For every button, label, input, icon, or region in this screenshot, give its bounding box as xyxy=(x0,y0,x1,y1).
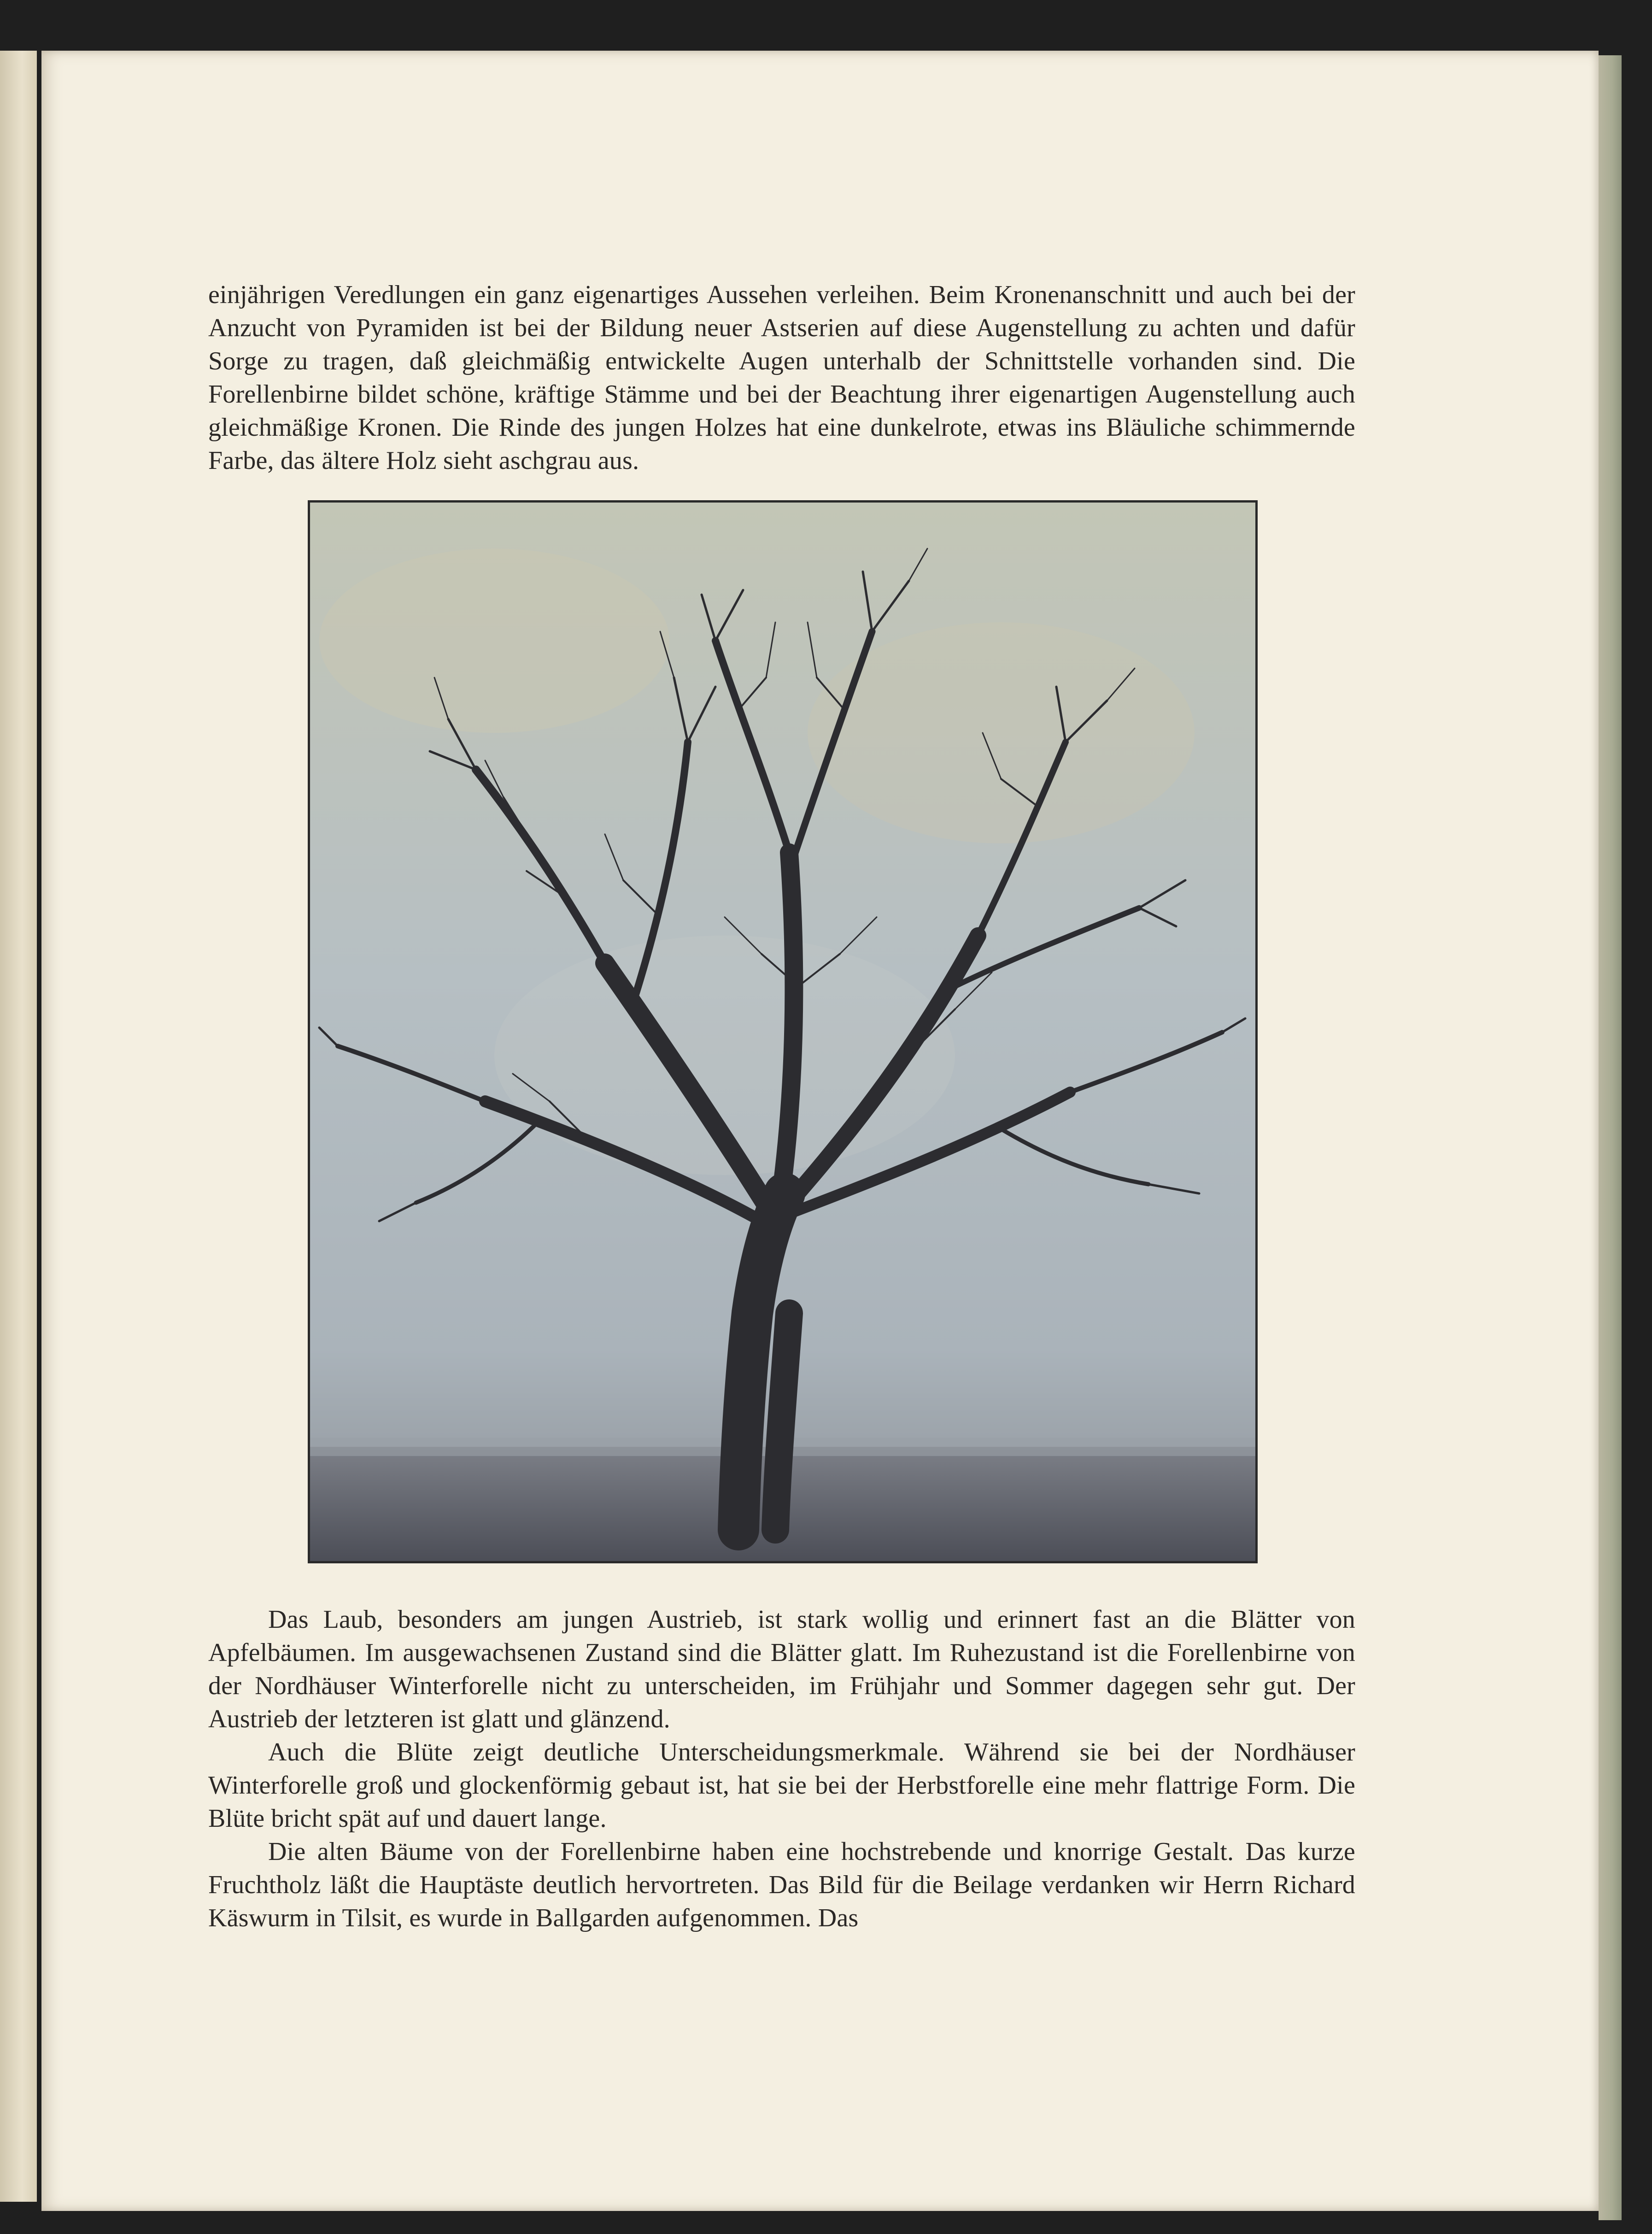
top-paragraph: einjährigen Veredlungen ein ganz eigenartiges Aussehen verleihen. Beim Kronenanschnitt und auch bei der Anzucht von Pyramiden ist bei der Bildung neuer Astserien auf diese Augenstellung zu achten und dafür Sorge zu tragen, daß gleichmäßig entwickelte Augen unterhalb der Schnittstelle vorhanden sind. Die Forellenbirne bildet schöne, kräftige Stämme und bei der Beachtung ihrer eigenartigen Augenstellung auch gleichmäßige Kronen. Die Rinde des jungen Holzes hat eine dunkelrote, etwas ins Bläuliche schimmernde Farbe, das ältere Holz sieht aschgrau aus. xyxy=(208,281,1355,475)
paragraph-leaves: Das Laub, besonders am jungen Austrieb, ist stark wollig und erinnert fast an die Blätter von Apfelbäumen. Im ausgewachsenen Zustand sind die Blätter glatt. Im Ruhezustand ist die Forellenbirne von der Nordhäuser Winterforelle nicht zu unterscheiden, im Frühjahr und Sommer dagegen sehr gut. Der Austrieb der letzteren ist glatt und glänzend. xyxy=(208,1605,1355,1733)
bare-tree-illustration xyxy=(310,503,1255,1561)
paragraph-old-trees: Die alten Bäume von der Forellenbirne haben eine hochstrebende und knorrige Gestalt. Das kurze Fruchtholz läßt die Hauptäste deutlich hervortreten. Das Bild für die Beilage verdanken wir Herrn Richard Käswurm in Tilsit, es wurde in Ballgarden aufgenommen. Das xyxy=(208,1837,1355,1932)
left-page-edge xyxy=(0,51,37,2202)
paragraph-blossom: Auch die Blüte zeigt deutliche Unterscheidungsmerkmale. Während sie bei der Nordhäuser Winterforelle groß und glockenförmig gebaut ist, hat sie bei der Herbstforelle eine mehr flattrige Form. Die Blüte bricht spät auf und dauert lange. xyxy=(208,1738,1355,1833)
tree-photograph xyxy=(308,500,1258,1563)
bottom-text-block xyxy=(208,1603,1355,1935)
book-cover-edge xyxy=(1599,55,1622,2220)
